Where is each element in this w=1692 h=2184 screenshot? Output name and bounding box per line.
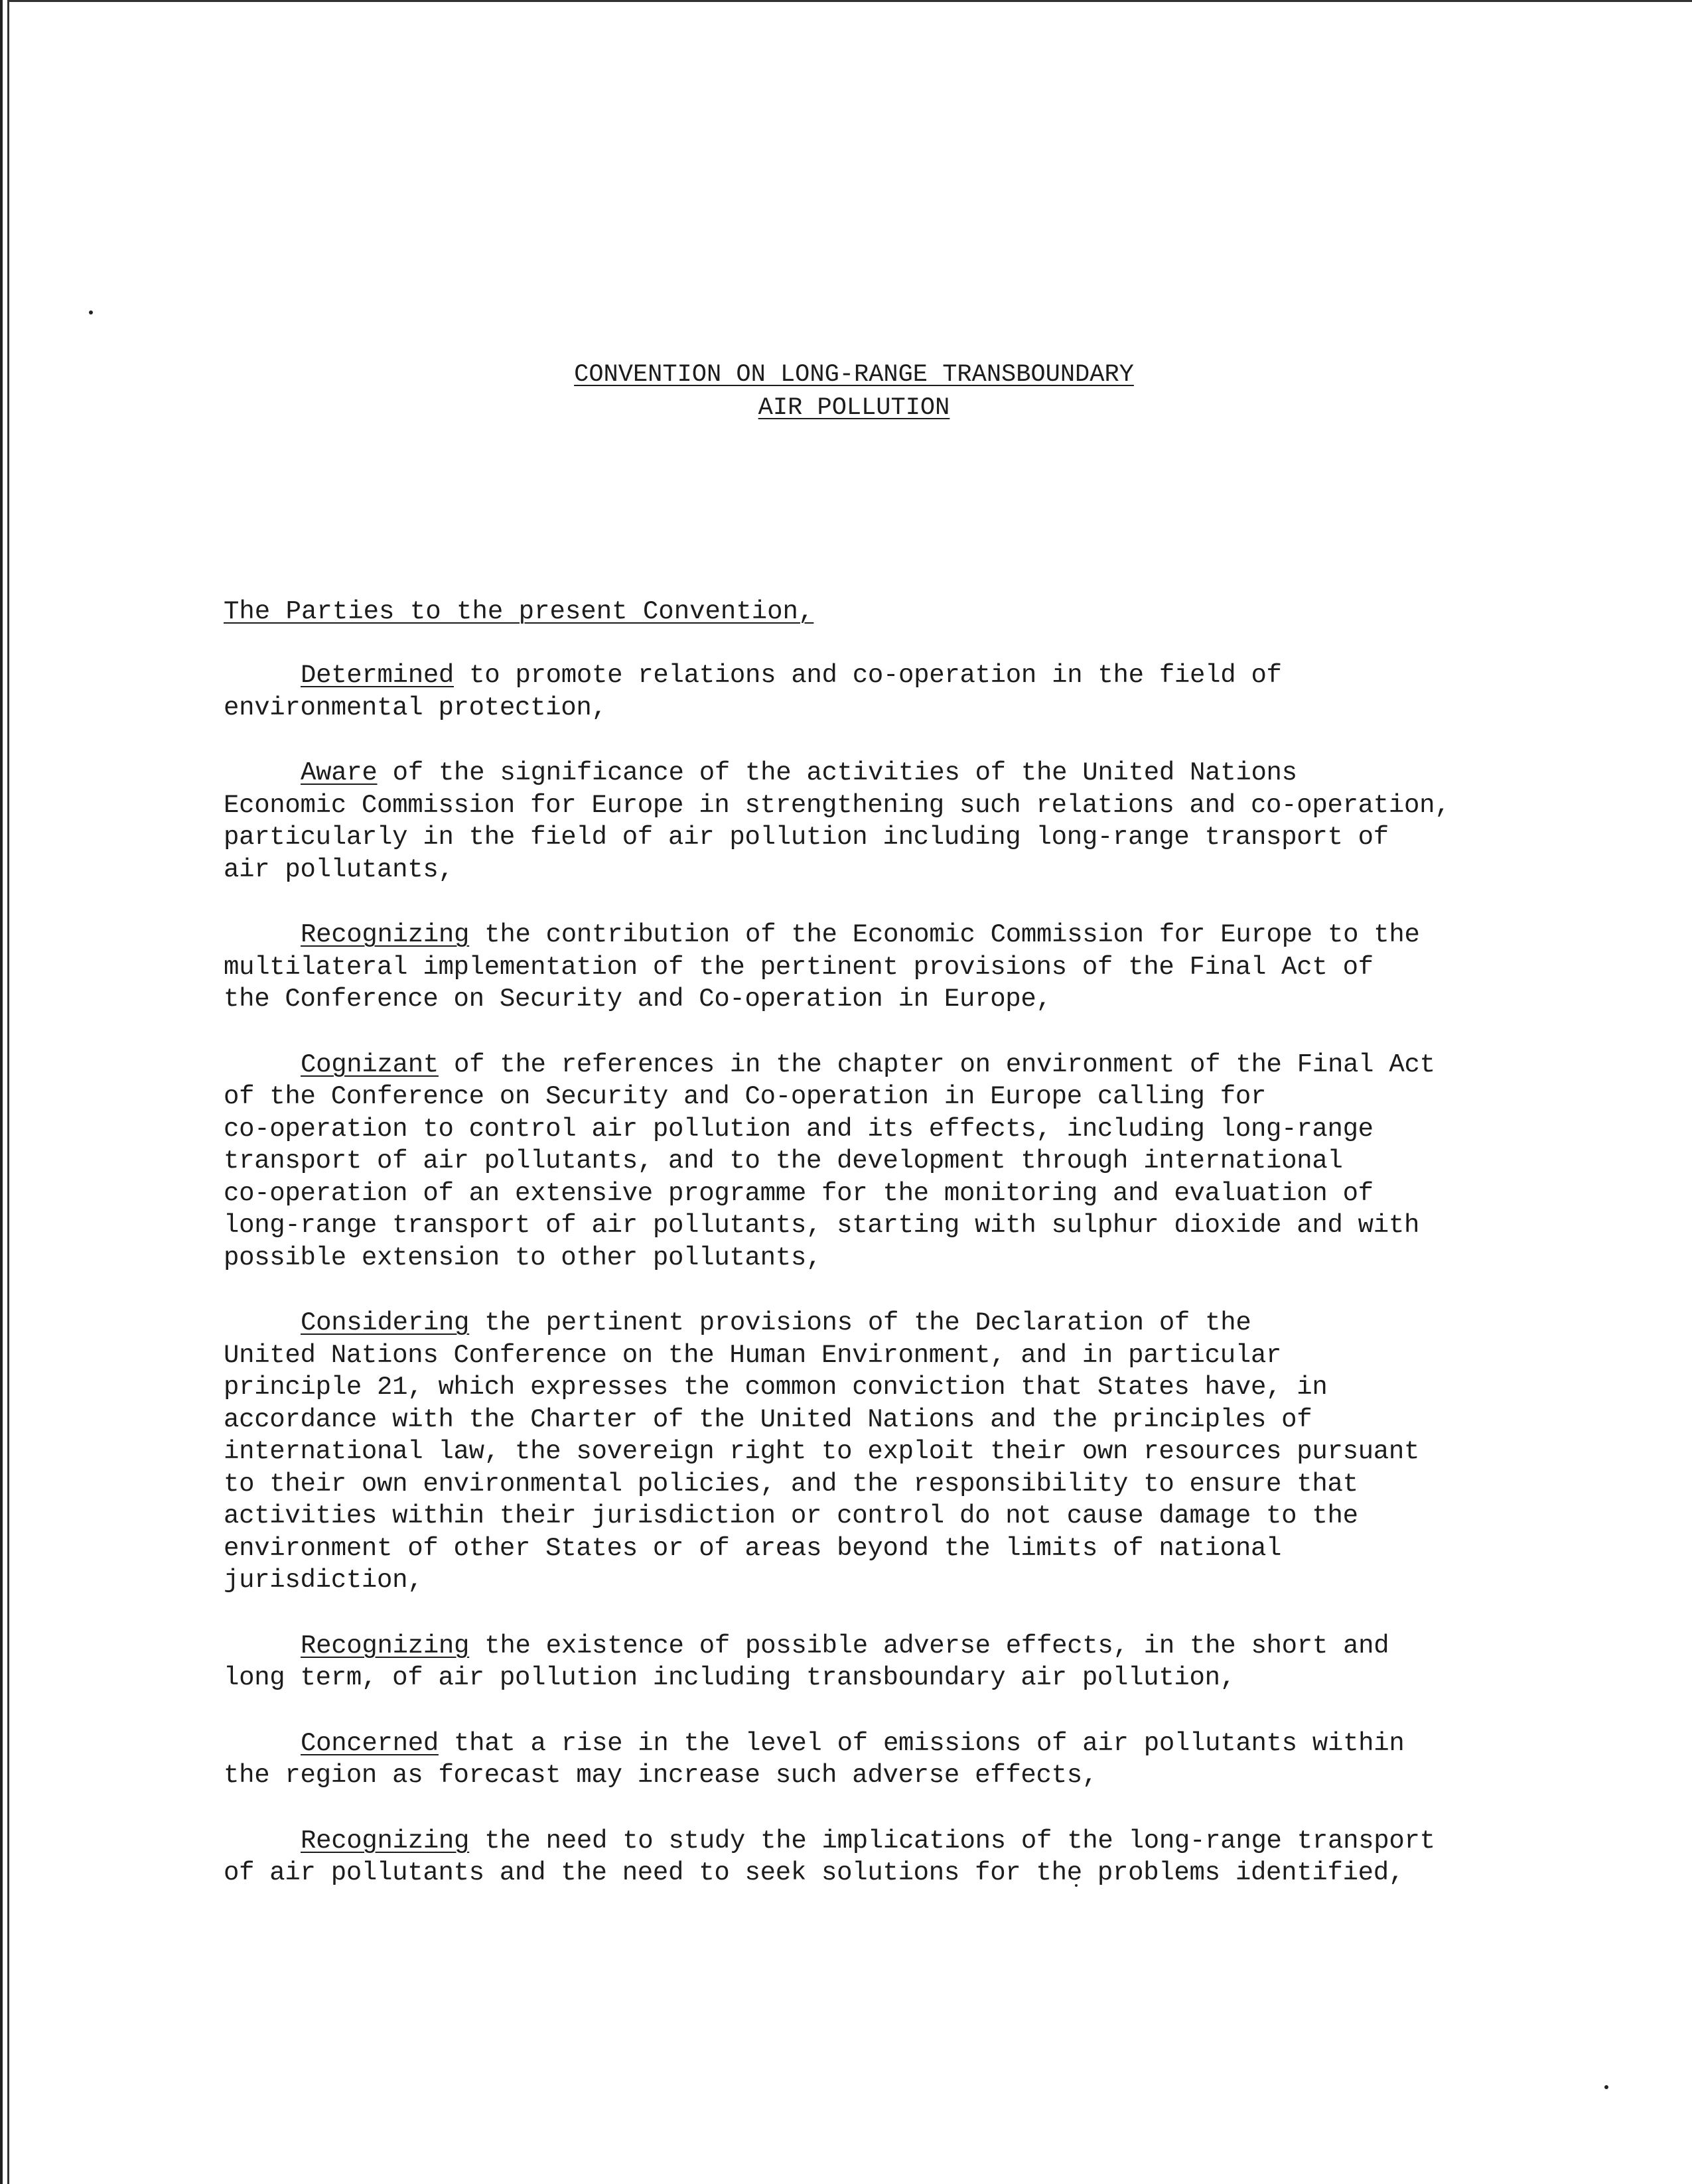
preamble-lead [224,596,1524,628]
scan-top-edge [9,0,1692,4]
paragraph-text: the need to study the implications of the long-range transport of air pollutants and the need to seek solutions for the problems identified, [224,1826,1435,1887]
paragraph-text: the pertinent provisions of the Declaration of the United Nations Conference on the Human Environment, and in particular principle 21, which expresses the common conviction that States have, in accordance with the Charter of the United Nations and the principles of international law, the sovereign right to exploit their own resources pursuant to their own environmental policies, and the responsibility to ensure that activities within their jurisdiction or control do not cause damage to the environment of other States or of areas beyond the limits of national jurisdiction, [224,1308,1420,1595]
scan-binding-edge [0,0,9,2184]
paragraph-text: the contribution of the Economic Commission for Europe to the multilateral implementation of the pertinent provisions of the Final Act of the Conference on Security and Co-operation in Europe, [224,920,1420,1014]
paragraph-keyword: Concerned [301,1728,439,1758]
paragraph-text: of the significance of the activities of the United Nations Economic Commission for Europe in strengthening such relations and co-operation, particularly in the field of air pollution including long-range transport of air pollutants, [224,758,1450,884]
lead-text: The Parties to the present Convention, [224,597,814,626]
paragraph-keyword: Determined [301,661,455,690]
paragraph-keyword: Cognizant [301,1050,439,1079]
title-line-1: CONVENTION ON LONG-RANGE TRANSBOUNDARY [574,361,1134,389]
document-title [217,358,1491,425]
paragraph-text: to promote relations and co-operation in the field of environmental protection, [224,661,1282,722]
scan-speck [1604,2085,1608,2089]
paragraph-keyword: Considering [301,1308,470,1337]
paragraph-text: the existence of possible adverse effects, in the short and long term, of air pollution including transboundary air pollution, [224,1631,1389,1692]
document-page [224,358,1524,1889]
title-line-2: AIR POLLUTION [758,394,950,422]
preamble-paragraph [224,1728,1524,1792]
preamble-paragraph [224,1630,1524,1694]
preamble-paragraph [224,1307,1524,1597]
scan-speck [89,310,93,314]
preamble-paragraph [224,919,1524,1016]
preamble-paragraph [224,1825,1524,1889]
paragraph-keyword: Aware [301,758,378,787]
paragraph-text: that a rise in the level of emissions of air pollutants within the region as forecast may increase such adverse effects, [224,1728,1405,1790]
paragraph-keyword: Recognizing [301,1631,470,1661]
preamble-paragraph [224,659,1524,724]
paragraph-keyword: Recognizing [301,1826,470,1856]
preamble-paragraph [224,757,1524,886]
paragraph-text: of the references in the chapter on environment of the Final Act of the Conference on Security and Co-operation in Europe calling for co-operation to control air pollution and its effects, including long-range transport of air pollutants, and to the development through international co-operation of an extensive programme for the monitoring and evaluation of long-range transport of air pollutants, starting with sulphur dioxide and with possible extension to other pollutants, [224,1050,1435,1272]
preamble-paragraph [224,1049,1524,1274]
paragraph-keyword: Recognizing [301,920,470,949]
